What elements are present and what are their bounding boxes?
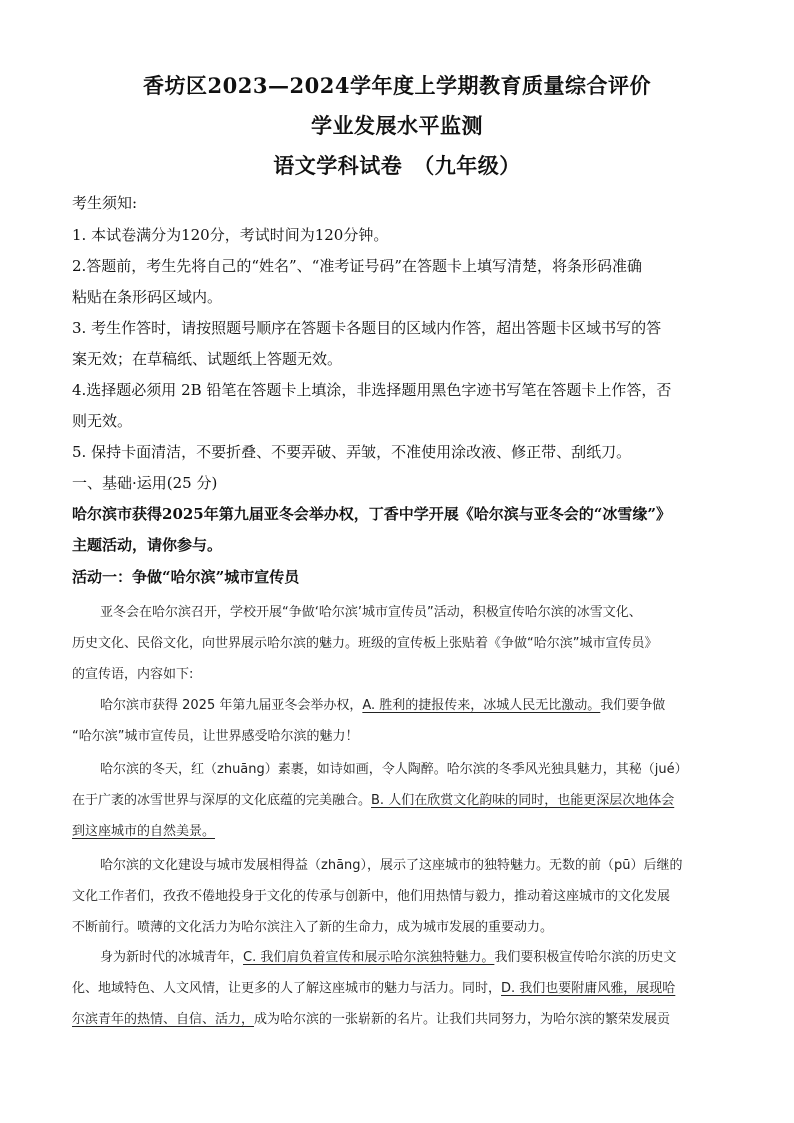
passage-line [72, 789, 722, 808]
passage-text: 我们要积极宣传哈尔滨的历史文 [494, 950, 677, 965]
underlined-sentence-a: A. 胜利的捷报传来，冰城人民无比激动。 [362, 698, 601, 713]
passage-line: 的宣传语，内容如下: [72, 667, 194, 682]
notice-item: 5. 保持卡面清洁，不要折叠、不要弄破、弄皱，不准使用涂改液、修正带、刮纸刀。 [72, 443, 632, 461]
underlined-sentence-d: D. 我们也要附庸风雅，展现哈 [501, 981, 676, 996]
section-intro: 哈尔滨市获得2025年第九届亚冬会举办权，丁香中学开展《哈尔滨与亚冬会的“冰雪缘”》 [72, 505, 672, 523]
underlined-sentence-c: C. 我们肩负着宣传和展示哈尔滨独特魅力。 [243, 950, 495, 965]
section-intro: 主题活动，请你参与。 [72, 536, 223, 554]
passage-line: 亚冬会在哈尔滨召开，学校开展“争做‘哈尔滨’城市宣传员”活动，积极宣传哈尔滨的冰雪文化、 [100, 605, 642, 620]
passage-line: 哈尔滨的冬天，红（zhuāng）素裹，如诗如画，令人陶醉。哈尔滨的冬季风光独具魅力，其秘（jué） [100, 762, 688, 777]
passage-line: 历史文化、民俗文化，向世界展示哈尔滨的魅力。班级的宣传板上张贴着《争做“哈尔滨”城市宣传员》 [72, 636, 658, 651]
notice-item: 1. 本试卷满分为120分，考试时间为120分钟。 [72, 226, 389, 244]
passage-text: 身为新时代的冰城青年， [100, 950, 244, 965]
section-heading: 一、基础·运用(25 分) [72, 474, 218, 492]
underlined-sentence-b: B. 人们在欣赏文化韵味的同时，也能更深层次地体会 [371, 793, 675, 808]
passage-line [72, 1008, 722, 1027]
passage-line [72, 977, 722, 996]
exam-title: 香坊区2023—2024学年度上学期教育质量综合评价 [143, 73, 651, 98]
passage-line [100, 694, 722, 713]
underlined-sentence-b-cont: 到这座城市的自然美景。 [72, 824, 216, 839]
exam-subject-title: 语文学科试卷 （九年级） [273, 153, 521, 178]
passage-text: 在于广袤的冰雪世界与深厚的文化底蕴的完美融合。 [72, 793, 372, 808]
notice-heading: 考生须知: [72, 194, 138, 212]
passage-line: 哈尔滨的文化建设与城市发展相得益（zhāng），展示了这座城市的独特魅力。无数的前（pū）后继的 [100, 858, 683, 873]
passage-line: 不断前行。喷薄的文化活力为哈尔滨注入了新的生命力，成为城市发展的重要动力。 [72, 920, 554, 935]
activity-heading: 活动一：争做“哈尔滨”城市宣传员 [72, 568, 300, 586]
notice-item: 则无效。 [72, 412, 133, 430]
passage-line [100, 946, 722, 965]
notice-item: 2.答题前，考生先将自己的“姓名”、“准考证号码”在答题卡上填写清楚，将条形码准确 [72, 257, 642, 275]
exam-subtitle: 学业发展水平监测 [311, 113, 483, 138]
passage-text: 哈尔滨市获得 2025 年第九届亚冬会举办权， [100, 698, 363, 713]
notice-item: 案无效；在草稿纸、试题纸上答题无效。 [72, 350, 343, 368]
passage-text: 成为哈尔滨的一张崭新的名片。让我们共同努力，为哈尔滨的繁荣发展贡 [254, 1012, 671, 1027]
notice-item: 3. 考生作答时，请按照题号顺序在答题卡各题目的区域内作答，超出答题卡区域书写的答 [72, 319, 662, 337]
passage-line: 文化工作者们，孜孜不倦地投身于文化的传承与创新中，他们用热情与毅力，推动着这座城市的文化发展 [72, 889, 671, 904]
notice-item: 4.选择题必须用 2B 铅笔在答题卡上填涂，非选择题用黑色字迹书写笔在答题卡上作答，否 [72, 381, 672, 399]
notice-item: 粘贴在条形码区域内。 [72, 288, 223, 306]
passage-line [72, 820, 722, 839]
passage-text: 化、地域特色、人文风情，让更多的人了解这座城市的魅力与活力。同时， [72, 981, 502, 996]
underlined-sentence-d-cont: 尔滨青年的热情、自信、活力， [72, 1012, 255, 1027]
passage-line: “哈尔滨”城市宣传员，让世界感受哈尔滨的魅力！ [72, 729, 359, 744]
passage-text: 我们要争做 [600, 698, 666, 713]
